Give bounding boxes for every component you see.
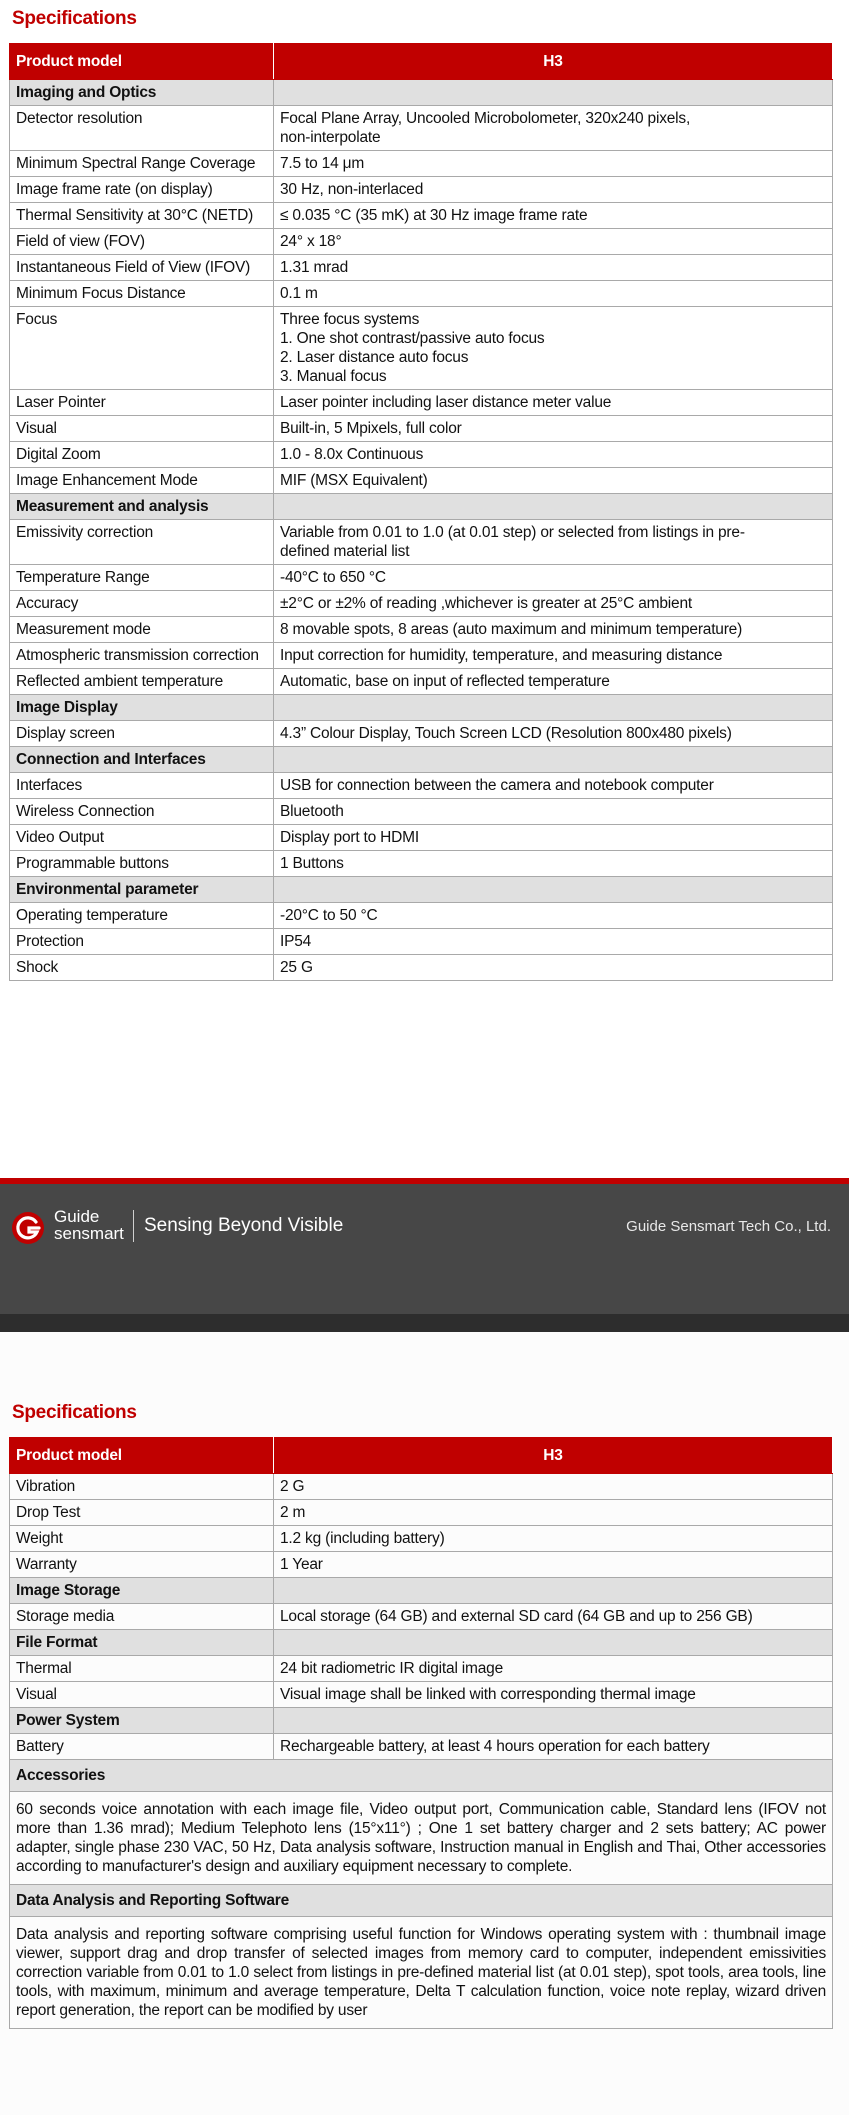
section-empty-cell [274,747,833,773]
table-row [10,1656,833,1682]
table-row [10,643,833,669]
spec-label: Operating temperature [10,903,274,929]
section-row [10,747,833,773]
spec-label: Thermal Sensitivity at 30°C (NETD) [10,203,274,229]
section-empty-cell [274,1578,833,1604]
spec-value: 7.5 to 14 μm [274,151,833,177]
section-row [10,1760,833,1792]
spec-value: 30 Hz, non-interlaced [274,177,833,203]
spec-label: Measurement mode [10,617,274,643]
spec-label: Display screen [10,721,274,747]
table-row [10,955,833,981]
spec-value: 24° x 18° [274,229,833,255]
section-row [10,80,833,106]
table-row [10,1526,833,1552]
section-label: File Format [10,1630,274,1656]
section-empty-cell [274,1708,833,1734]
spec-label: Video Output [10,825,274,851]
spec-label: Vibration [10,1474,274,1500]
section-label: Data Analysis and Reporting Software [10,1885,833,1917]
table-row [10,669,833,695]
spec-label: Focus [10,307,274,390]
table-row [10,203,833,229]
spec-label: Temperature Range [10,565,274,591]
header-label: Product model [10,44,274,80]
table-row [10,903,833,929]
spec-value: Input correction for humidity, temperature, and measuring distance [274,643,833,669]
table-row [10,106,833,151]
spec-value: ≤ 0.035 °C (35 mK) at 30 Hz image frame rate [274,203,833,229]
logo-line-1: Guide [54,1207,100,1226]
spec-label: Visual [10,416,274,442]
page-title-2: Specifications [12,1402,137,1423]
header-label-2: Product model [10,1438,274,1474]
section-empty-cell [274,80,833,106]
spec-label: Reflected ambient temperature [10,669,274,695]
paragraph-row [10,1917,833,2029]
spec-value: 1.2 kg (including battery) [274,1526,833,1552]
paragraph-text: 60 seconds voice annotation with each image file, Video output port, Communication cable, Standard lens (IFOV not more than 1.36 mrad); Medium Telephoto lens (15°x11°) ; One 1 set battery charger and 2 sets battery; AC power adapter, single phase 230 VAC, 50 Hz, Data analysis software, Instruction manual in English and Thai, Other accessories according to manufacturer's design and auxiliary equipment necessary to complete. [10,1792,833,1885]
spec-label: Wireless Connection [10,799,274,825]
spec-value: 1.0 - 8.0x Continuous [274,442,833,468]
table-row [10,825,833,851]
spec-table-1 [9,43,833,981]
section-empty-cell [274,877,833,903]
spec-label: Minimum Spectral Range Coverage [10,151,274,177]
spec-value: Visual image shall be linked with corresponding thermal image [274,1682,833,1708]
section-row [10,1578,833,1604]
footer-company: Guide Sensmart Tech Co., Ltd. [626,1218,831,1235]
logo-divider [133,1210,134,1242]
table-row [10,390,833,416]
section-row [10,1708,833,1734]
table-row [10,255,833,281]
section-empty-cell [274,695,833,721]
table-row [10,773,833,799]
table-row [10,1474,833,1500]
spec-value: 24 bit radiometric IR digital image [274,1656,833,1682]
spec-label: Protection [10,929,274,955]
spec-label: Drop Test [10,1500,274,1526]
spec-label: Shock [10,955,274,981]
section-row [10,1885,833,1917]
table-row [10,1734,833,1760]
section-label: Power System [10,1708,274,1734]
spec-value: Variable from 0.01 to 1.0 (at 0.01 step) or selected from listings in pre- defined material list [274,520,833,565]
table-row [10,721,833,747]
table-row [10,442,833,468]
spec-value: 8 movable spots, 8 areas (auto maximum and minimum temperature) [274,617,833,643]
table-row [10,617,833,643]
table-header-row-2 [10,1438,833,1474]
table-row [10,229,833,255]
spec-label: Image Enhancement Mode [10,468,274,494]
spec-table-body-2 [10,1438,833,2029]
logo-line-2: sensmart [54,1224,124,1243]
spec-value: 2 m [274,1500,833,1526]
spec-value: 0.1 m [274,281,833,307]
spec-table-2 [9,1437,833,2029]
spec-value: ±2°C or ±2% of reading ,whichever is greater at 25°C ambient [274,591,833,617]
table-row [10,591,833,617]
section-label: Image Storage [10,1578,274,1604]
table-row [10,307,833,390]
paragraph-text: Data analysis and reporting software comprising useful function for Windows operating system with : thumbnail image viewer, support drag and drop transfer of selected images from memory card to computer, independent emissivities correction variable from 0.01 to 1.0 select from listings in pre-defined material list (at 0.01 step), spot tools, area tools, line tools, with maximum, minimum and average temperature, Delta T calculation function, voice note replay, wizard driven report generation, the report can be modified by user [10,1917,833,2029]
spec-value: Built-in, 5 Mpixels, full color [274,416,833,442]
table-row [10,799,833,825]
spec-label: Detector resolution [10,106,274,151]
spec-value: 1 Buttons [274,851,833,877]
spec-value: 2 G [274,1474,833,1500]
table-row [10,416,833,442]
section-label: Accessories [10,1760,833,1792]
section-row [10,877,833,903]
spec-value: -20°C to 50 °C [274,903,833,929]
paragraph-row [10,1792,833,1885]
footer-bottom-bar [0,1314,849,1332]
table-row [10,1500,833,1526]
table-row [10,565,833,591]
section-label: Imaging and Optics [10,80,274,106]
spec-value: Display port to HDMI [274,825,833,851]
footer-band [0,1178,849,1332]
spec-value: Laser pointer including laser distance meter value [274,390,833,416]
spec-label: Programmable buttons [10,851,274,877]
spec-label: Instantaneous Field of View (IFOV) [10,255,274,281]
table-row [10,177,833,203]
spec-label: Image frame rate (on display) [10,177,274,203]
spec-label: Emissivity correction [10,520,274,565]
spec-value: 4.3” Colour Display, Touch Screen LCD (Resolution 800x480 pixels) [274,721,833,747]
spec-label: Laser Pointer [10,390,274,416]
spec-value: Three focus systems 1. One shot contrast/passive auto focus 2. Laser distance auto focus 3. Manual focus [274,307,833,390]
spec-value: Local storage (64 GB) and external SD card (64 GB and up to 256 GB) [274,1604,833,1630]
spec-label: Minimum Focus Distance [10,281,274,307]
spec-value: Bluetooth [274,799,833,825]
spec-label: Weight [10,1526,274,1552]
section-row [10,494,833,520]
section-empty-cell [274,1630,833,1656]
section-label: Connection and Interfaces [10,747,274,773]
spec-value: 25 G [274,955,833,981]
section-label: Measurement and analysis [10,494,274,520]
footer-accent-line [0,1178,849,1184]
page-title: Specifications [12,8,137,29]
spec-label: Field of view (FOV) [10,229,274,255]
header-model-2: H3 [274,1438,833,1474]
spec-label: Interfaces [10,773,274,799]
spec-label: Visual [10,1682,274,1708]
table-row [10,851,833,877]
spec-label: Battery [10,1734,274,1760]
table-header-row [10,44,833,80]
spec-label: Atmospheric transmission correction [10,643,274,669]
table-row [10,1682,833,1708]
spec-label: Warranty [10,1552,274,1578]
section-row [10,695,833,721]
spec-value: MIF (MSX Equivalent) [274,468,833,494]
table-row [10,1604,833,1630]
spec-value: Rechargeable battery, at least 4 hours operation for each battery [274,1734,833,1760]
spec-label: Digital Zoom [10,442,274,468]
guide-logo-icon [10,1210,46,1246]
spec-label: Accuracy [10,591,274,617]
table-row [10,468,833,494]
spec-value: USB for connection between the camera and notebook computer [274,773,833,799]
footer-tagline: Sensing Beyond Visible [144,1215,344,1236]
header-model: H3 [274,44,833,80]
logo-wordmark [54,1208,124,1242]
spec-value: 1 Year [274,1552,833,1578]
section-label: Image Display [10,695,274,721]
spec-value: -40°C to 650 °C [274,565,833,591]
spec-page-2 [0,1332,849,2115]
table-row [10,520,833,565]
spec-value: Automatic, base on input of reflected temperature [274,669,833,695]
table-row [10,151,833,177]
spec-table-body [10,44,833,981]
table-row [10,1552,833,1578]
table-row [10,929,833,955]
section-empty-cell [274,494,833,520]
spec-label: Storage media [10,1604,274,1630]
table-row [10,281,833,307]
spec-label: Thermal [10,1656,274,1682]
spec-value: 1.31 mrad [274,255,833,281]
section-row [10,1630,833,1656]
section-label: Environmental parameter [10,877,274,903]
spec-value: IP54 [274,929,833,955]
spec-value: Focal Plane Array, Uncooled Microbolometer, 320x240 pixels, non-interpolate [274,106,833,151]
